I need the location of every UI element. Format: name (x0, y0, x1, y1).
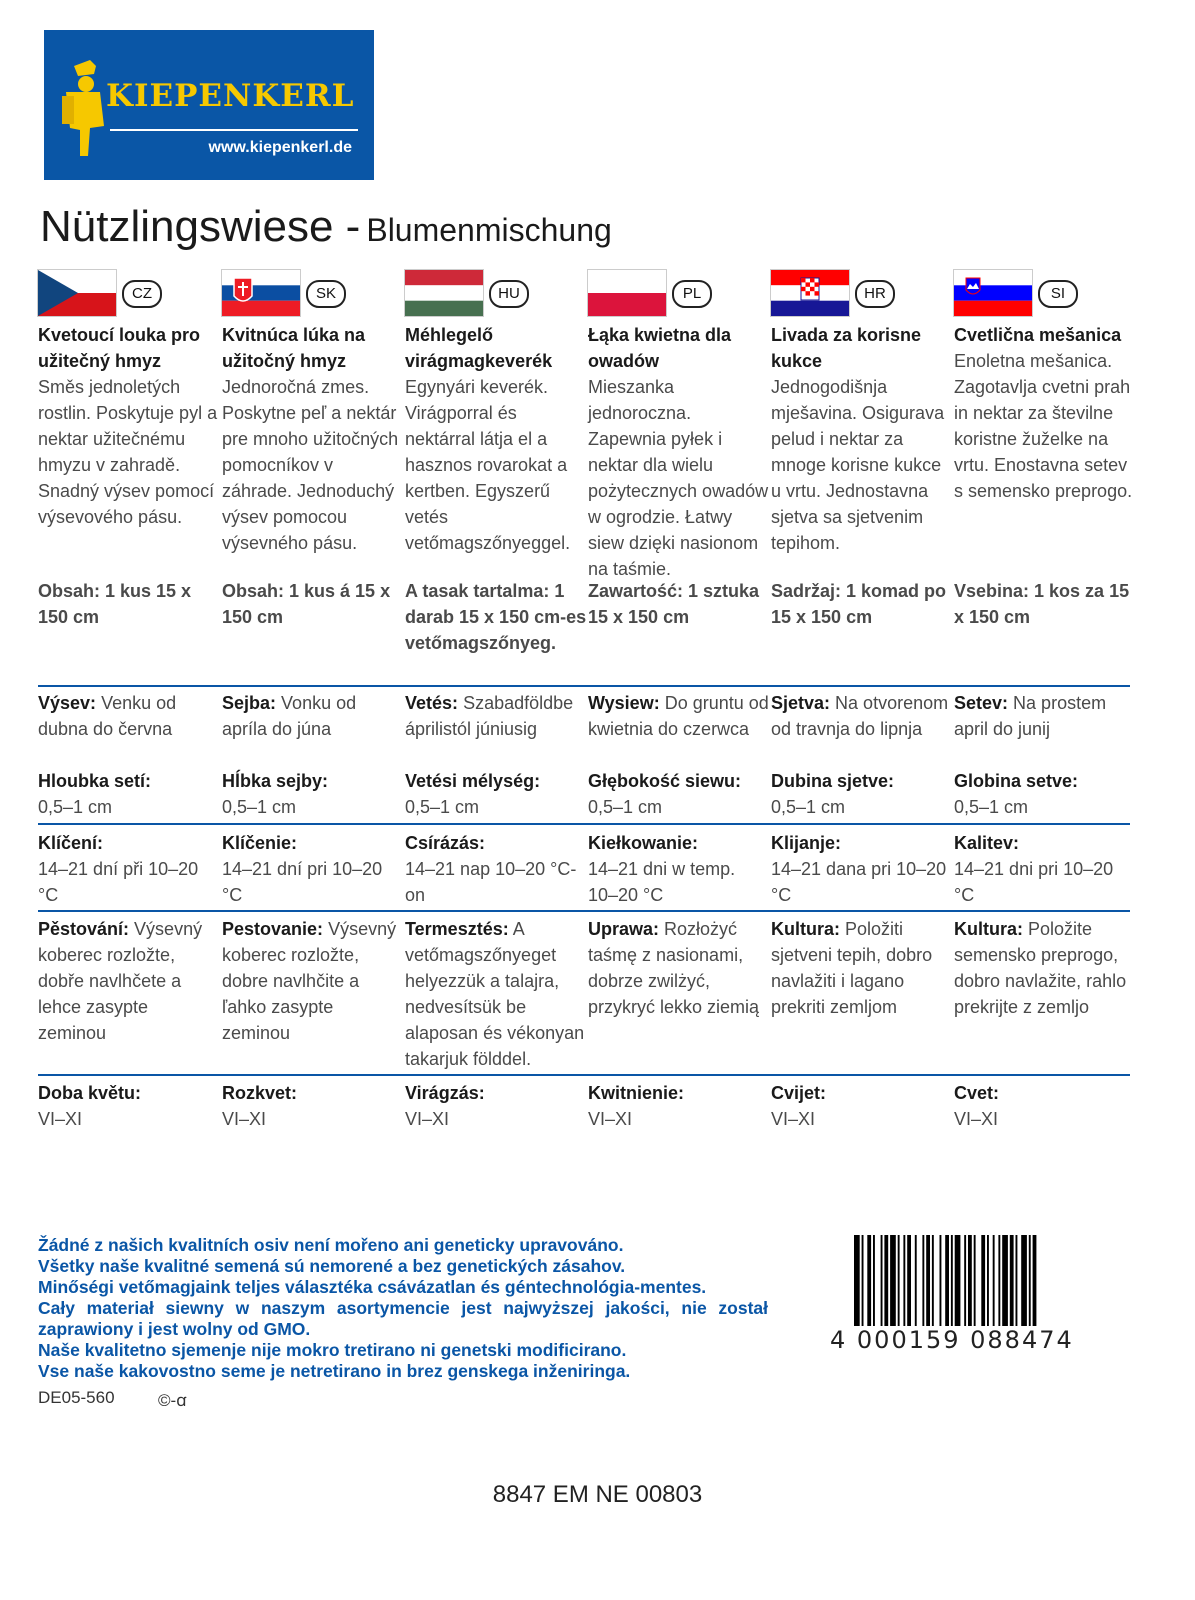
depth-info: Głębokość siewu: 0,5–1 cm (588, 771, 742, 817)
cultivation-info: Termesztés: A vetőmagszőnyeget helyezzük a talajra, nedvesítsük be alaposan és vékonyan takarjuk földdel. (405, 919, 585, 1069)
divider (38, 685, 1130, 687)
notice-line: Všetky naše kvalitné semená sú nemorené a bez genetických zásahov. (38, 1256, 626, 1276)
cultivation-info: Pěstování: Výsevný koberec rozložte, dobře navlhčete a lehce zasypte zeminou (38, 919, 203, 1043)
product-description: Mieszanka jednoroczna. Zapewnia pyłek i nektar dla wielu pożytecznych owadów w ogrodzie. Łatwy siew dzięki nasionom na taśmie. (588, 377, 769, 579)
notice-line: Vse naše kakovostno seme je netretirano in brez genskega inženiringa. (38, 1361, 631, 1381)
bloom-info: Cvijet: VI–XI (771, 1083, 827, 1129)
brand-url: www.kiepenkerl.de (208, 139, 352, 156)
column-pl (588, 270, 770, 582)
depth-info: Hloubka setí: 0,5–1 cm (38, 771, 152, 817)
cultivation-info: Pestovanie: Výsevný koberec rozložte, dobre navlhčite a ľahko zasypte zeminou (222, 919, 397, 1043)
language-code: CZ (122, 280, 162, 308)
depth-info: Vetési mélység: 0,5–1 cm (405, 771, 541, 817)
product-description: Egynyári keverék. Virágporral és nektárral látja el a hasznos rovarokat a kertben. Egyszerű vetés vetőmagszőnyeggel. (405, 377, 571, 553)
product-description: Enoletna mešanica. Zagotavlja cvetni prah in nektar za številne koristne žuželke na vrtu. Enostavna setev s semensko preprogo. (954, 351, 1133, 501)
quality-notice (38, 1235, 768, 1382)
sowing-info: Setev: Na prostem april do junij (954, 693, 1107, 739)
language-code: PL (672, 280, 712, 308)
product-name: Kvitnúca lúka na užitočný hmyz (222, 325, 366, 371)
language-code: SK (306, 280, 346, 308)
column-hr (771, 270, 953, 556)
article-code: DE05-560 (38, 1388, 115, 1407)
barcode-number: 4 000159 088474 (830, 1326, 1110, 1354)
sowing-info: Sjetva: Na otvorenom od travnja do lipnja (771, 693, 949, 739)
divider (38, 910, 1130, 912)
notice-line: Žádné z našich kvalitních osiv není mořeno ani geneticky upravováno. (38, 1235, 624, 1255)
bloom-info: Kwitnienie: VI–XI (588, 1083, 685, 1129)
product-title (40, 202, 612, 252)
flag-hu-icon (405, 270, 483, 316)
brand-logo (44, 30, 374, 180)
divider (38, 1074, 1130, 1076)
depth-info: Globina setve: 0,5–1 cm (954, 771, 1079, 817)
cultivation-info: Kultura: Položite semensko preprogo, dobro navlažite, rahlo prekrijte z zemljo (954, 919, 1127, 1017)
product-name: Méhlegelő virágmagkeverék (405, 325, 553, 371)
germination-info: Kiełkowanie: 14–21 dni w temp. 10–20 °C (588, 833, 736, 905)
product-name: Kvetoucí louka pro užitečný hmyz (38, 325, 201, 371)
germination-info: Klíčenie: 14–21 dní pri 10–20 °C (222, 833, 383, 905)
product-description: Jednogodišnja mješavina. Osigurava pelud i nektar za mnoge korisne kukce u vrtu. Jednostavna sjetva sa sjetvenim tepihom. (771, 377, 945, 553)
product-name: Livada za korisne kukce (771, 325, 922, 371)
depth-info: Dubina sjetve: 0,5–1 cm (771, 771, 895, 817)
depth-info: Hĺbka sejby: 0,5–1 cm (222, 771, 329, 817)
product-title-sub: Blumenmischung (366, 212, 612, 248)
bloom-info: Virágzás: VI–XI (405, 1083, 485, 1129)
germination-info: Kalitev: 14–21 dni pri 10–20 °C (954, 833, 1114, 905)
product-description: Směs jednoletých rostlin. Poskytuje pyl a nektar užitečnému hmyzu v zahradě. Snadný výsev pomocí výsevového pásu. (38, 377, 218, 527)
package-content: A tasak tartalma: 1 darab 15 x 150 cm-es vetőmagszőnyeg. (405, 581, 587, 653)
notice-line: Minőségi vetőmagjaink teljes választéka csávázatlan és géntechnológia-mentes. (38, 1277, 707, 1297)
brand-divider (110, 129, 358, 131)
divider (38, 823, 1130, 825)
language-code: HR (855, 280, 895, 308)
cultivation-info: Kultura: Položiti sjetveni tepih, dobro navlažiti i lagano prekriti zemljom (771, 919, 933, 1017)
bloom-info: Rozkvet: VI–XI (222, 1083, 298, 1129)
language-code: SI (1038, 280, 1078, 308)
brand-name: KIEPENKERL (106, 78, 355, 114)
package-content: Zawartość: 1 sztuka 15 x 150 cm (588, 581, 760, 627)
sowing-info: Wysiew: Do gruntu od kwietnia do czerwca (588, 693, 769, 739)
sowing-info: Sejba: Vonku od apríla do júna (222, 693, 357, 739)
flag-hr-icon (771, 270, 849, 316)
sowing-info: Výsev: Venku od dubna do června (38, 693, 177, 739)
column-si (954, 270, 1136, 504)
flag-pl-icon (588, 270, 666, 316)
bloom-info: Doba květu: VI–XI (38, 1083, 142, 1129)
notice-line: Cały materiał siewny w naszym asortymencie jest najwyższej jakości, nie został zaprawiony i jest wolny od GMO. (38, 1298, 768, 1339)
cultivation-info: Uprawa: Rozłożyć taśmę z nasionami, dobrze zwilżyć, przykryć lekko ziemią (588, 919, 760, 1017)
notice-line: Naše kvalitetno sjemenje nije mokro tretirano ni genetski modificirano. (38, 1340, 627, 1360)
flag-cz-icon (38, 270, 116, 316)
product-description: Jednoročná zmes. Poskytne peľ a nektár pre mnoho užitočných pomocníkov v záhrade. Jednoduchý výsev pomocou výsevného pásu. (222, 377, 399, 553)
flag-si-icon (954, 270, 1032, 316)
column-hu (405, 270, 587, 556)
package-content: Obsah: 1 kus á 15 x 150 cm (222, 581, 391, 627)
package-content: Obsah: 1 kus 15 x 150 cm (38, 581, 192, 627)
package-content: Sadržaj: 1 komad po 15 x 150 cm (771, 581, 947, 627)
language-code: HU (489, 280, 529, 308)
column-sk (222, 270, 404, 556)
product-title-main: Nützlingswiese - (40, 202, 361, 251)
package-content: Vsebina: 1 kos za 15 x 150 cm (954, 581, 1130, 627)
germination-info: Klíčení: 14–21 dní při 10–20 °C (38, 833, 199, 905)
sowing-info: Vetés: Szabadföldbe áprilistól júniusig (405, 693, 574, 739)
germination-info: Csírázás: 14–21 nap 10–20 °C-on (405, 833, 577, 905)
flag-sk-icon (222, 270, 300, 316)
footer-code: 8847 EM NE 00803 (492, 1481, 703, 1508)
copyright-mark: ©-ꭤ (158, 1391, 187, 1410)
bloom-info: Cvet: VI–XI (954, 1083, 1000, 1129)
kiepenkerl-figure-icon (60, 56, 108, 160)
product-name: Cvetlična mešanica (954, 325, 1122, 345)
germination-info: Klijanje: 14–21 dana pri 10–20 °C (771, 833, 947, 905)
product-name: Łąka kwietna dla owadów (588, 325, 732, 371)
column-cz (38, 270, 220, 530)
